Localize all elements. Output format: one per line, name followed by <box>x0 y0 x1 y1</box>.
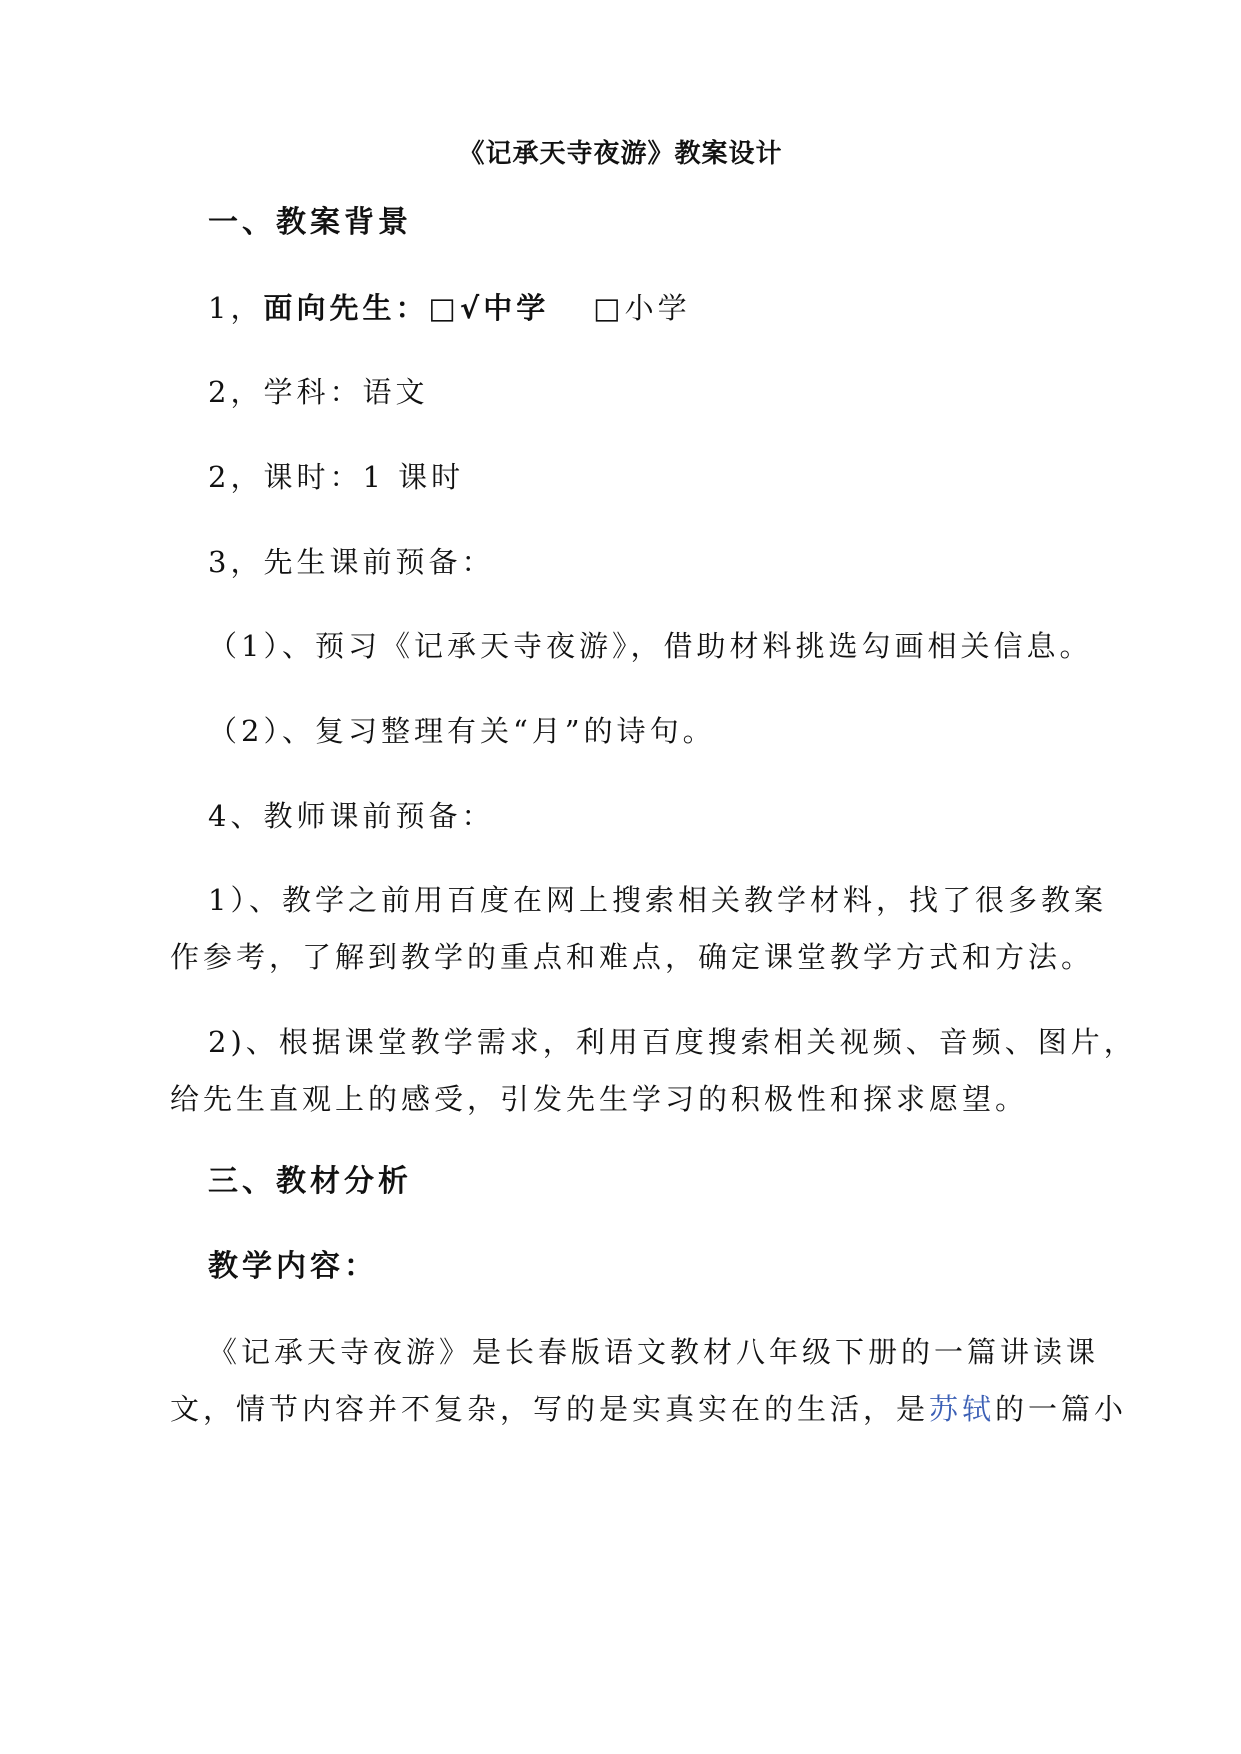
student-prep-1: （1）、预习《记承天寺夜游》，借助材料挑选勾画相关信息。 <box>208 629 1093 663</box>
item-student-prep: 3，先生课前预备： <box>208 545 495 579</box>
teacher-prep-1-line2: 作参考，了解到教学的重点和难点，确定课堂教学方式和方法。 <box>170 940 1095 974</box>
content-text-b: 的一篇小 <box>995 1392 1128 1426</box>
page-title: 《记承天寺夜游》教案设计 <box>458 139 783 169</box>
student-prep-2: （2）、复习整理有关“月”的诗句。 <box>208 714 716 748</box>
teacher-prep-2-line1: 2)、根据课堂教学需求，利用百度搜索相关视频、音频、图片， <box>208 1025 1137 1059</box>
item-audience <box>208 288 691 328</box>
item-subject: 2，学科：语文 <box>208 375 429 409</box>
item-audience-label: 面向先生： <box>263 291 429 325</box>
item-audience-number: 1， <box>208 291 264 325</box>
content-paragraph-line1: 《记承天寺夜游》是长春版语文教材八年级下册的一篇讲读课 <box>208 1335 1100 1369</box>
content-paragraph-line2 <box>170 1389 1127 1429</box>
subheading-teaching-content: 教学内容： <box>208 1249 378 1284</box>
item-teacher-prep: 4、教师课前预备： <box>208 799 495 833</box>
teacher-prep-2-line2: 给先生直观上的感受，引发先生学习的积极性和探求愿望。 <box>170 1082 1029 1116</box>
option-primary-school: □小学 <box>593 291 691 325</box>
section-heading-material-analysis: 三、教材分析 <box>208 1164 412 1199</box>
item-class-hours: 2，课时：1 课时 <box>208 460 465 494</box>
content-text-a: 文，情节内容并不复杂，写的是实真实在的生活，是 <box>170 1392 930 1426</box>
su-shi-link[interactable]: 苏轼 <box>929 1392 996 1426</box>
section-heading-background: 一、教案背景 <box>208 205 412 240</box>
teacher-prep-1-line1: 1）、教学之前用百度在网上搜索相关教学材料，找了很多教案 <box>208 883 1107 917</box>
option-middle-school: □√中学 <box>428 291 550 325</box>
